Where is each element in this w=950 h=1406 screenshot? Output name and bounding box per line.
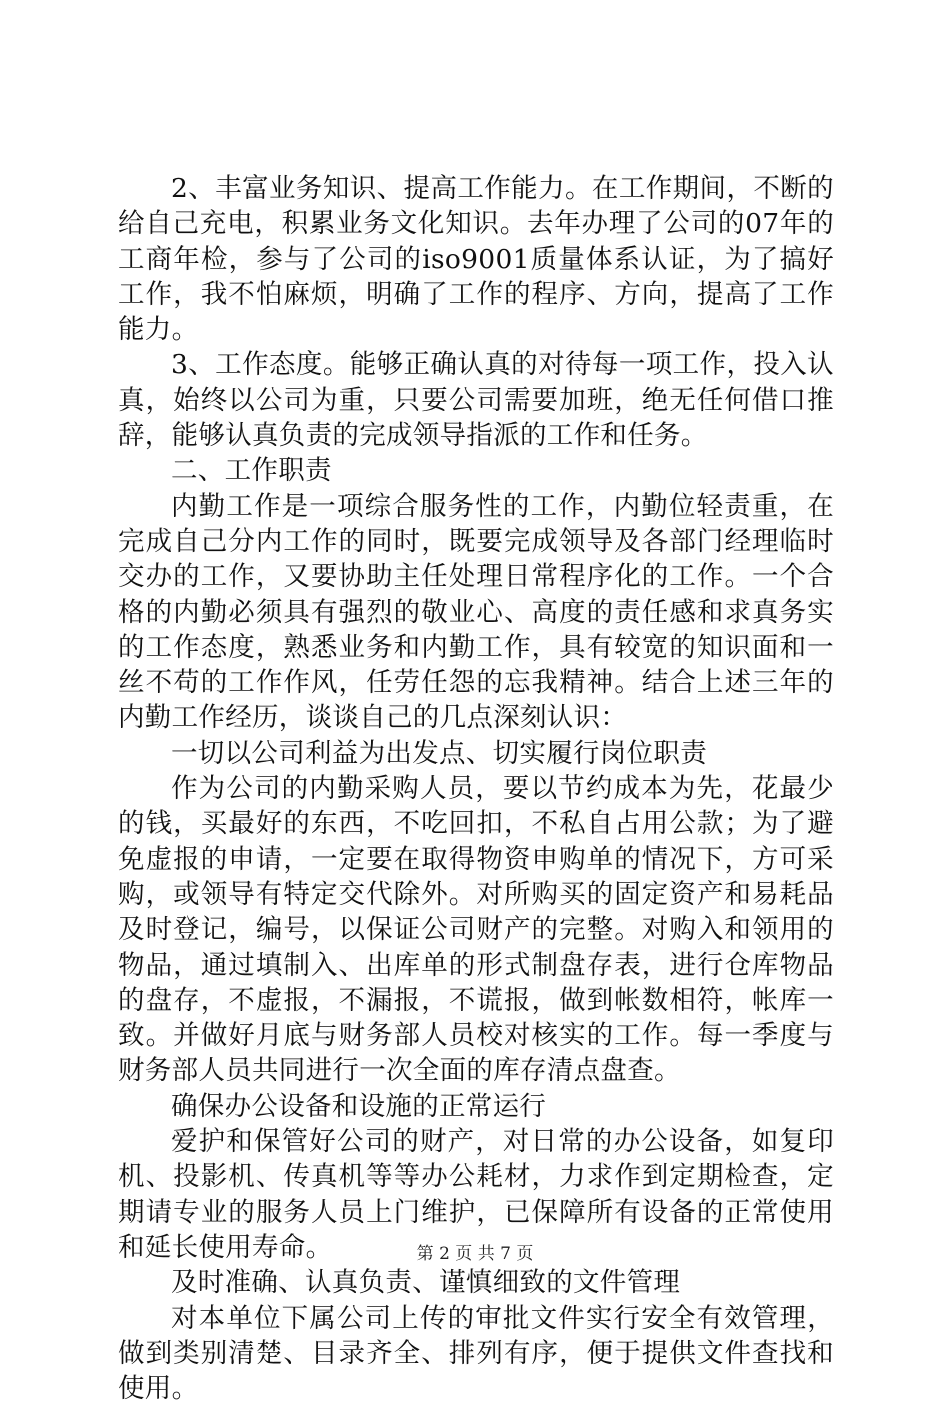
paragraph-procurement: 作为公司的内勤采购人员，要以节约成本为先，花最少的钱，买最好的东西，不吃回扣，不私自占用公款；为了避免虚报的申请，一定要在取得物资申购单的情况下，方可采购，或领导有特定交代除外。对所购买的固定资产和易耗品及时登记，编号，以保证公司财产的完整。对购入和领用的物品，通过填制入、出库单的形式制盘存表，进行仓库物品的盘存，不虚报，不漏报，不谎报，做到帐数相符，帐库一致。并做好月底与财务部人员校对核实的工作。每一季度与财务部人员共同进行一次全面的库存清点盘查。: [118, 771, 834, 1089]
paragraph-equipment-care: 爱护和保管好公司的财产，对日常的办公设备，如复印机、投影机、传真机等等办公耗材，力求作到定期检查，定期请专业的服务人员上门维护，已保障所有设备的正常使用和延长使用寿命。: [118, 1124, 834, 1265]
page-number-footer: 第 2 页 共 7 页: [0, 1243, 950, 1265]
subheading-company-interest: 一切以公司利益为出发点、切实履行岗位职责: [118, 736, 834, 771]
paragraph-business-knowledge: 2、丰富业务知识、提高工作能力。在工作期间，不断的给自己充电，积累业务文化知识。去年办理了公司的07年的工商年检，参与了公司的iso9001质量体系认证，为了搞好工作，我不怕麻烦，明确了工作的程序、方向，提高了工作能力。: [118, 171, 834, 347]
paragraph-file-handling: 对本单位下属公司上传的审批文件实行安全有效管理，做到类别清楚、目录齐全、排列有序，便于提供文件查找和使用。: [118, 1301, 834, 1406]
subheading-file-management: 及时准确、认真负责、谨慎细致的文件管理: [118, 1265, 834, 1300]
paragraph-work-attitude: 3、工作态度。能够正确认真的对待每一项工作，投入认真，始终以公司为重，只要公司需要加班，绝无任何借口推辞，能够认真负责的完成领导指派的工作和任务。: [118, 347, 834, 453]
document-body: [118, 171, 834, 1406]
section-heading-work-duties: 二、工作职责: [118, 453, 834, 488]
subheading-office-equipment: 确保办公设备和设施的正常运行: [118, 1089, 834, 1124]
paragraph-duties-intro: 内勤工作是一项综合服务性的工作，内勤位轻责重，在完成自己分内工作的同时，既要完成领导及各部门经理临时交办的工作，又要协助主任处理日常程序化的工作。一个合格的内勤必须具有强烈的敬业心、高度的责任感和求真务实的工作态度，熟悉业务和内勤工作，具有较宽的知识面和一丝不苟的工作作风，任劳任怨的忘我精神。结合上述三年的内勤工作经历，谈谈自己的几点深刻认识：: [118, 489, 834, 736]
